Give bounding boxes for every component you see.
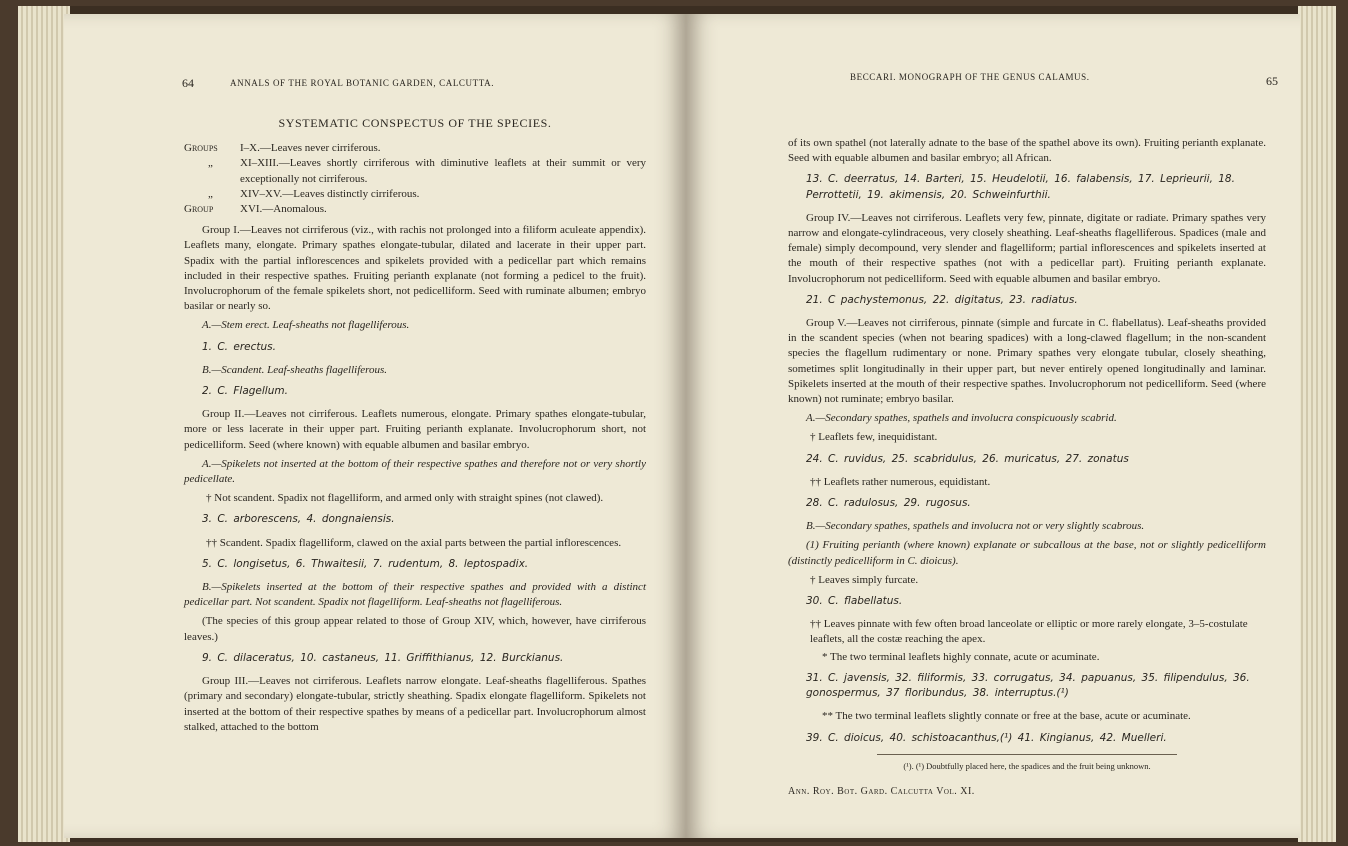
groups-label: „	[208, 187, 213, 200]
species-list: 39. C. dioicus, 40. schistoacanthus,(¹) 41. Kingianus, 42. Muelleri.	[806, 731, 1167, 744]
group-1-division-a: A.—Stem erect. Leaf-sheaths not flagelliferous.	[202, 319, 410, 332]
group-2-note: (The species of this group appear related to those of Group XIV, which, however, have cirriferous leaves.)	[184, 615, 646, 643]
left-page	[64, 14, 686, 838]
species-list: 21. C pachystemonus, 22. digitatus, 23. radiatus.	[806, 293, 1078, 306]
species-list: 9. C. dilaceratus, 10. castaneus, 11. Griffithianus, 12. Burckianus.	[202, 651, 564, 664]
species-list: 3. C. arborescens, 4. dongnaiensis.	[202, 513, 395, 526]
groups-text: I–X.—Leaves never cirriferous.	[240, 142, 381, 155]
species-list: 24. C. ruvidus, 25. scabridulus, 26. muricatus, 27. zonatus	[806, 452, 1129, 465]
group-3-continuation: of its own spathel (not laterally adnate to the base of the spathel above its own). Fruiting perianth explanate. Seed with equable albumen and basilar embryo; all African.	[788, 137, 1266, 165]
running-head: BECCARI. MONOGRAPH OF THE GENUS CALAMUS.	[850, 72, 1090, 82]
groups-row	[184, 187, 646, 202]
group-2-division-b: B.—Spikelets inserted at the bottom of their respective spathes and provided with a distinct pedicellar part. Not scandent. Spadix not flagelliform. Leaf-sheaths not flagelliferous.	[184, 581, 646, 609]
groups-label: Group	[184, 203, 214, 216]
species-list: 28. C. radulosus, 29. rugosus.	[806, 497, 971, 510]
left-page-text	[184, 110, 646, 739]
key-dagger: † Leaflets few, inequidistant.	[810, 431, 938, 444]
group-1-division-b: B.—Scandent. Leaf-sheaths flagelliferous.	[202, 363, 388, 376]
group-4-description: Group IV.—Leaves not cirriferous. Leaflets very few, pinnate, digitate or radiate. Primary spathes very narrow and elongate-cylindraceous, very closely sheathing. Leaf-sheaths flagelliferous. Spadices (male and female) simply decompound, very slender and flagelliform; partial inflorescences and spikelets inserted at the mouth of their respective spathes (not with a pedicellar part). Fruiting perianth explanate. Involucrophorum not pedicelliform. Seed with equable albumen and basilar embryo.	[788, 211, 1266, 285]
right-page-text	[788, 136, 1266, 799]
page-edges-left	[18, 6, 70, 842]
conspectus-title: SYSTEMATIC CONSPECTUS OF THE SPECIES.	[278, 116, 552, 130]
open-book	[18, 6, 1336, 842]
species-list: 1. C. erectus.	[202, 340, 276, 353]
journal-citation: Ann. Roy. Bot. Gard. Calcutta Vol. XI.	[788, 785, 975, 797]
species-list: 30. C. flabellatus.	[806, 595, 903, 608]
species-list: 5. C. longisetus, 6. Thwaitesii, 7. rudentum, 8. leptospadix.	[202, 557, 529, 570]
groups-row	[184, 202, 646, 217]
species-list: 13. C. deerratus, 14. Barteri, 15. Heudelotii, 16. falabensis, 17. Leprieurii, 18. Perrottetii, 19. akimensis, 20. Schweinfurthii.	[806, 173, 1235, 201]
group-2-division-a: A.—Spikelets not inserted at the bottom of their respective spathes and therefore not or very shortly pedicellate.	[184, 457, 646, 486]
group-3-description: Group III.—Leaves not cirriferous. Leaflets narrow elongate. Leaf-sheaths flagelliferous. Spathes (primary and secondary) elongate-tubular, strictly sheathing. Spadix elongate flagelliform. Spikelets not inserted at the bottom of their respective spathes by means of a pedicellar part. Involucrophorum almost stalked, attached to the bottom	[184, 675, 646, 733]
species-list: 31. C. javensis, 32. filiformis, 33. corrugatus, 34. papuanus, 35. filipendulus, 36. gonospermus, 37 floribundus, 38. interruptus.(¹)	[806, 671, 1250, 700]
group-5-division-b: B.—Secondary spathes, spathels and involucra not or very slightly scabrous.	[806, 520, 1145, 533]
page-number: 64	[182, 76, 194, 90]
key-double-dagger: †† Scandent. Spadix flagelliform, clawed on the axial parts between the partial inflorescences.	[206, 536, 622, 549]
group-5-description: Group V.—Leaves not cirriferous, pinnate (simple and furcate in C. flabellatus). Leaf-sheaths provided in the scandent species (when not bearing spadices) with a long-clawed flagellum; in the non-scandent species the flagellum rudimentary or none. Primary spathes very elongate tubular, closely sheathing, sometimes split longitudinally in their upper part, but never entirely opened longitudinally and laminar. Spikelets inserted at the mouth of their respective spathes. Involucrophorum not pedicelliform. Seed (where known) not ruminate; embryo basilar.	[788, 317, 1266, 406]
key-double-dagger: †† Leaflets rather numerous, equidistant.	[810, 475, 991, 488]
groups-row	[184, 156, 646, 186]
group-5-subdivision-1: (1) Fruiting perianth (where known) explanate or subcallous at the base, not or slightly pedicelliform (distinctly pedicelliform in C. dioicus).	[788, 539, 1266, 567]
groups-text: XIV–XV.—Leaves distinctly cirriferous.	[240, 187, 420, 200]
key-star: * The two terminal leaflets highly connate, acute or acuminate.	[822, 650, 1100, 663]
groups-text: XVI.—Anomalous.	[240, 203, 327, 216]
footnote-rule	[877, 754, 1177, 755]
groups-text: XI–XIII.—Leaves shortly cirriferous with diminutive leaflets at their summit or very exceptionally not cirriferous.	[240, 157, 646, 185]
key-dagger: † Leaves simply furcate.	[810, 573, 919, 586]
groups-row	[184, 141, 646, 156]
key-double-star: ** The two terminal leaflets slightly connate or free at the base, acute or acuminate.	[822, 710, 1191, 723]
group-1-description: Group I.—Leaves not cirriferous (viz., with rachis not prolonged into a filiform aculeate appendix). Leaflets many, elongate. Primary spathes elongate-tubular, dilated and lacerate in their upper part. Spadix with the partial inflorescences and spikelets provided with a pedicellar part which remains included in their respective spathes. Fruiting perianth explanate (not forming a pedicel to the fruit). Involucrophorum of the female spikelets short, not pedicelliform. Seed with ruminate albumen; embryo basilar or nearly so.	[184, 224, 646, 313]
groups-label: Groups	[184, 142, 218, 155]
key-dagger: † Not scandent. Spadix not flagelliform, and armed only with straight spines (not clawed).	[206, 492, 604, 505]
page-number: 65	[1266, 74, 1278, 88]
right-page	[686, 14, 1300, 838]
running-head: ANNALS OF THE ROYAL BOTANIC GARDEN, CALCUTTA.	[230, 78, 495, 88]
groups-label: „	[208, 157, 213, 170]
page-edges-right	[1298, 6, 1336, 842]
group-5-division-a: A.—Secondary spathes, spathels and involucra conspicuously scabrid.	[806, 412, 1117, 425]
species-list: 2. C. Flagellum.	[202, 385, 288, 398]
footnote: (¹). (¹) Doubtfully placed here, the spadices and the fruit being unknown.	[903, 760, 1151, 771]
key-double-dagger: †† Leaves pinnate with few often broad lanceolate or elliptic or more rarely elongate, 3–5-costulate leaflets, all the costæ reaching the apex.	[810, 618, 1248, 646]
group-2-description: Group II.—Leaves not cirriferous. Leaflets numerous, elongate. Primary spathes elongate-tubular, more or less lacerate in their upper part. Fruiting perianth explanate. Involucrophorum short, not pedicelliform. Seed (where known) with equable albumen and basilar embryo.	[184, 408, 646, 451]
